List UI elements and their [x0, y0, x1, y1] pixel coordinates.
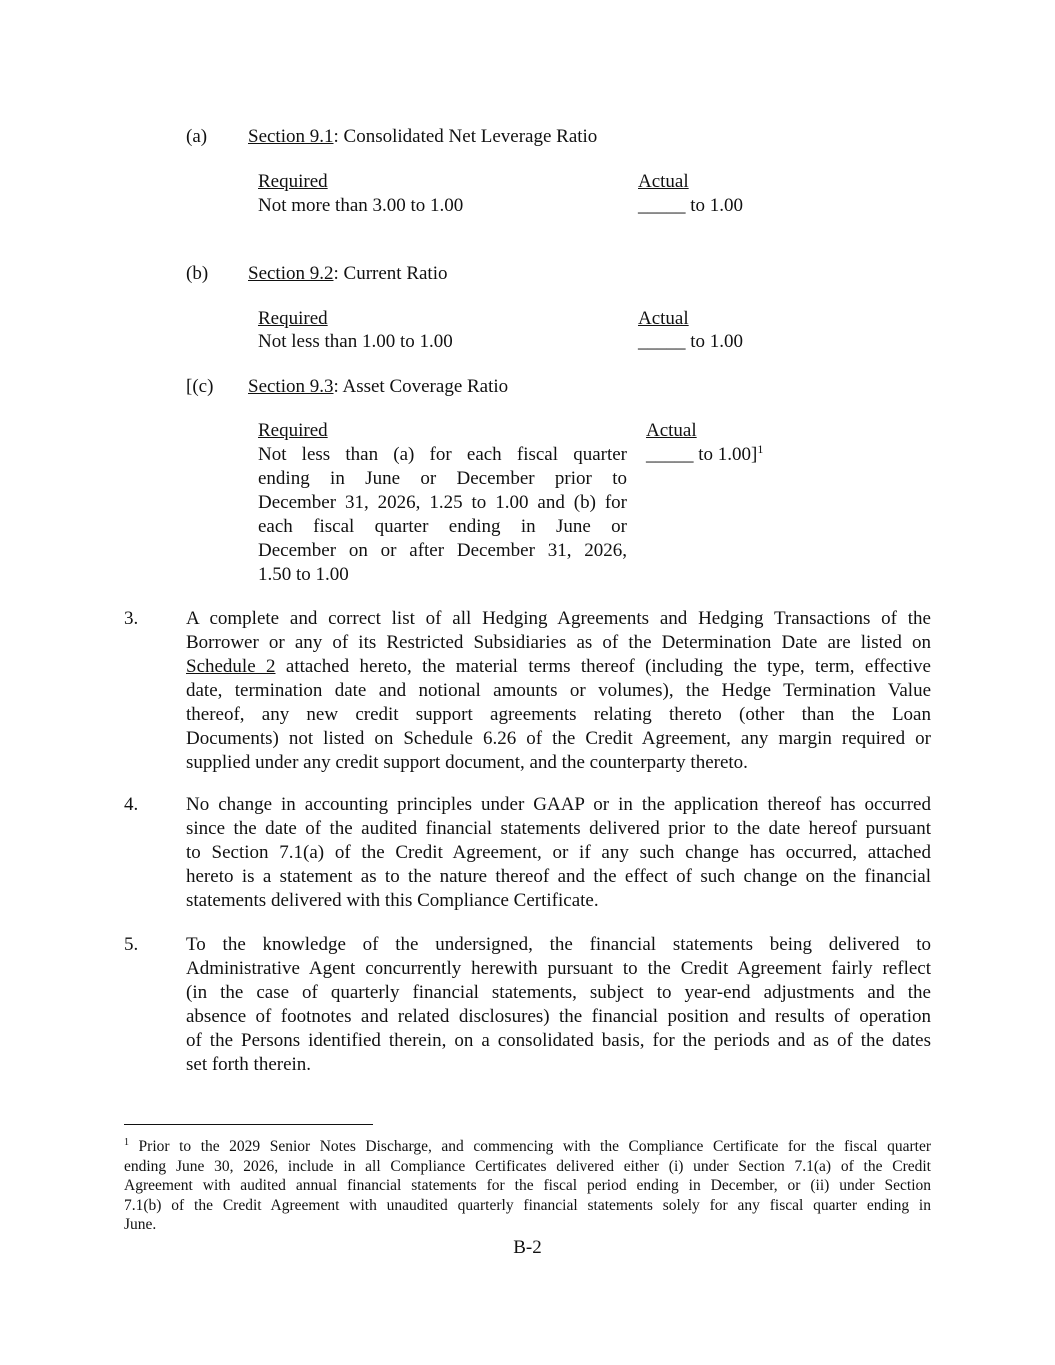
covenant-a-label: (a)	[186, 126, 208, 147]
actual-value: _____ to 1.00	[638, 331, 744, 352]
required-value: Not more than 3.00 to 1.00	[258, 195, 464, 216]
required-value: Not less than 1.00 to 1.00	[258, 331, 453, 352]
required-header: Required	[258, 308, 328, 329]
section-link: Section 9.3	[248, 376, 334, 397]
footnote-separator	[124, 1124, 373, 1125]
actual-value: _____ to 1.00]$^1$	[646, 442, 764, 465]
required-value: Not less than (a) for each fiscal quarter ending in June or December prior to December 31, 2026, 1.25 to 1.00 and (b) for each fiscal quarter ending in June or December on or after December 31, 2026, 1.50 to 1.00	[258, 444, 627, 585]
covenant-c-label: [(c)	[186, 376, 214, 397]
item-5-number: 5.	[124, 934, 139, 955]
actual-header: Actual	[646, 420, 697, 441]
item-3-paragraph: A complete and correct list of all Hedging Agreements and Hedging Transactions of the Borrower or any of its Restricted Subsidiaries as of the Determination Date are listed on Schedule 2 attached hereto, the material terms thereof (including the type, term, effective date, termination date and notional amounts or volumes), the Hedge Termination Value thereof, any new credit support agreements relating thereto (other than the Loan Documents) not listed on Schedule 6.26 of the Credit Agreement, any margin required or supplied under any credit support document, and the counterparty thereto.	[186, 608, 931, 773]
section-title: : Consolidated Net Leverage Ratio	[333, 126, 598, 147]
actual-value: _____ to 1.00	[638, 195, 744, 216]
footnote-reference: 1	[757, 442, 764, 456]
item-4-paragraph: No change in accounting principles under GAAP or in the application thereof has occurred since the date of the audited financial statements delivered prior to the date hereof pursuant to Section 7.1(a) of the Credit Agreement, or if any such change has occurred, attached hereto is a statement as to the nature thereof and the effect of such change on the financial statements delivered with this Compliance Certificate.	[186, 794, 931, 911]
actual-blank: _____	[646, 444, 694, 465]
actual-header: Actual	[638, 171, 689, 192]
required-header: Required	[258, 171, 328, 192]
required-header: Required	[258, 420, 328, 441]
footnote: $^1$ Prior to the 2029 Senior Notes Discharge, and commencing with the Compliance Certificate for the fiscal quarter ending June 30, 2026, include in all Compliance Certificates delivered either (i) under Section 7.1(a) of the Credit Agreement with audited annual financial statements for the fiscal period ending in December, or (ii) under Section 7.1(b) of the Credit Agreement with unaudited quarterly financial statements solely for any fiscal quarter ending in June.	[124, 1137, 931, 1233]
footnote-marker: 1	[124, 1137, 129, 1148]
section-title: : Asset Coverage Ratio	[333, 376, 509, 397]
page-number: B-2	[513, 1237, 542, 1258]
section-title: : Current Ratio	[333, 263, 448, 284]
item-5-paragraph: To the knowledge of the undersigned, the financial statements being delivered to Administrative Agent concurrently herewith pursuant to the Credit Agreement fairly reflect (in the case of quarterly financial statements, subject to year-end adjustments and the absence of footnotes and related disclosures) the financial position and results of operation of the Persons identified therein, on a consolidated basis, for the periods and as of the dates set forth therein.	[186, 934, 931, 1075]
covenant-a-heading	[248, 125, 597, 149]
covenant-b-label: (b)	[186, 263, 209, 284]
actual-blank: _____	[638, 331, 686, 352]
covenant-c-heading	[248, 375, 508, 399]
actual-header: Actual	[638, 308, 689, 329]
covenant-b-heading	[248, 262, 447, 286]
item-3-number: 3.	[124, 608, 139, 629]
item-4-number: 4.	[124, 794, 139, 815]
section-link: Section 9.1	[248, 126, 334, 147]
section-link: Section 9.2	[248, 263, 334, 284]
schedule-2-link: Schedule 2	[186, 656, 276, 677]
actual-blank: _____	[638, 195, 686, 216]
